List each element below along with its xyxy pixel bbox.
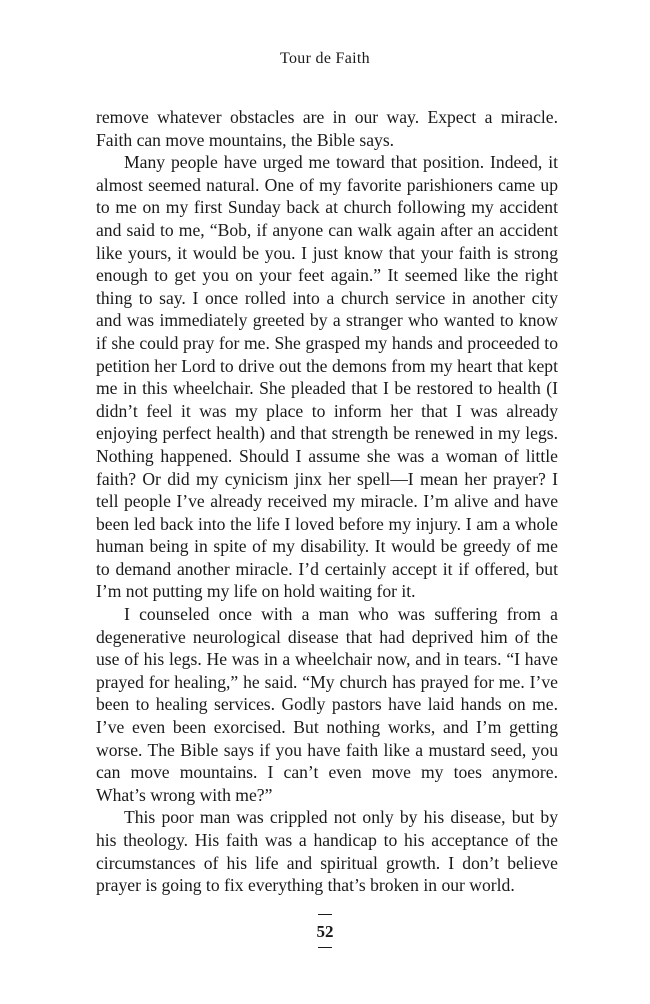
body-text <box>96 106 558 897</box>
folio-rule-bottom <box>318 947 332 948</box>
running-head: Tour de Faith <box>280 50 370 67</box>
paragraph-2: Many people have urged me toward that position. Indeed, it almost seemed natural. One of my favorite parishioners came up to me on my first Sunday back at church following my accident and said to me, “Bob, if anyone can walk again after an accident like yours, it would be you. I just know that your faith is strong enough to get you on your feet again.” It seemed like the right thing to say. I once rolled into a church service in another city and was immediately greeted by a stranger who wanted to know if she could pray for me. She grasped my hands and proceeded to petition her Lord to drive out the demons from my heart that kept me in this wheelchair. She pleaded that I be restored to health (I didn’t feel it was my place to inform her that I was already enjoying perfect health) and that strength be renewed in my legs. Nothing happened. Should I assume she was a woman of little faith? Or did my cynicism jinx her spell—I mean her prayer? I tell people I’ve already received my miracle. I’m alive and have been led back into the life I loved before my injury. I am a whole human being in spite of my disability. It would be greedy of me to demand another miracle. I’d certainly accept it if offered, but I’m not putting my life on hold waiting for it. <box>96 152 558 602</box>
paragraph-3: I counseled once with a man who was suffering from a degenerative neurological disease that had deprived him of the use of his legs. He was in a wheelchair now, and in tears. “I have prayed for healing,” he said. “My church has prayed for me. I’ve been to healing services. Godly pastors have laid hands on me. I’ve even been exorcised. But nothing works, and I’m getting worse. The Bible says if you have faith like a mustard seed, you can move mountains. I can’t even move my toes anymore. What’s wrong with me?” <box>96 604 558 805</box>
paragraph-4: This poor man was crippled not only by his disease, but by his theology. His faith was a handicap to his acceptance of the circumstances of his life and spiritual growth. I don’t believe prayer is going to fix everything that’s broken in our world. <box>96 807 558 896</box>
paragraph-1: remove whatever obstacles are in our way. Expect a miracle. Faith can move mountains, the Bible says. <box>96 107 558 150</box>
page-number: 52 <box>316 922 334 941</box>
folio-rule-top <box>318 914 332 915</box>
page-folio <box>0 914 650 948</box>
